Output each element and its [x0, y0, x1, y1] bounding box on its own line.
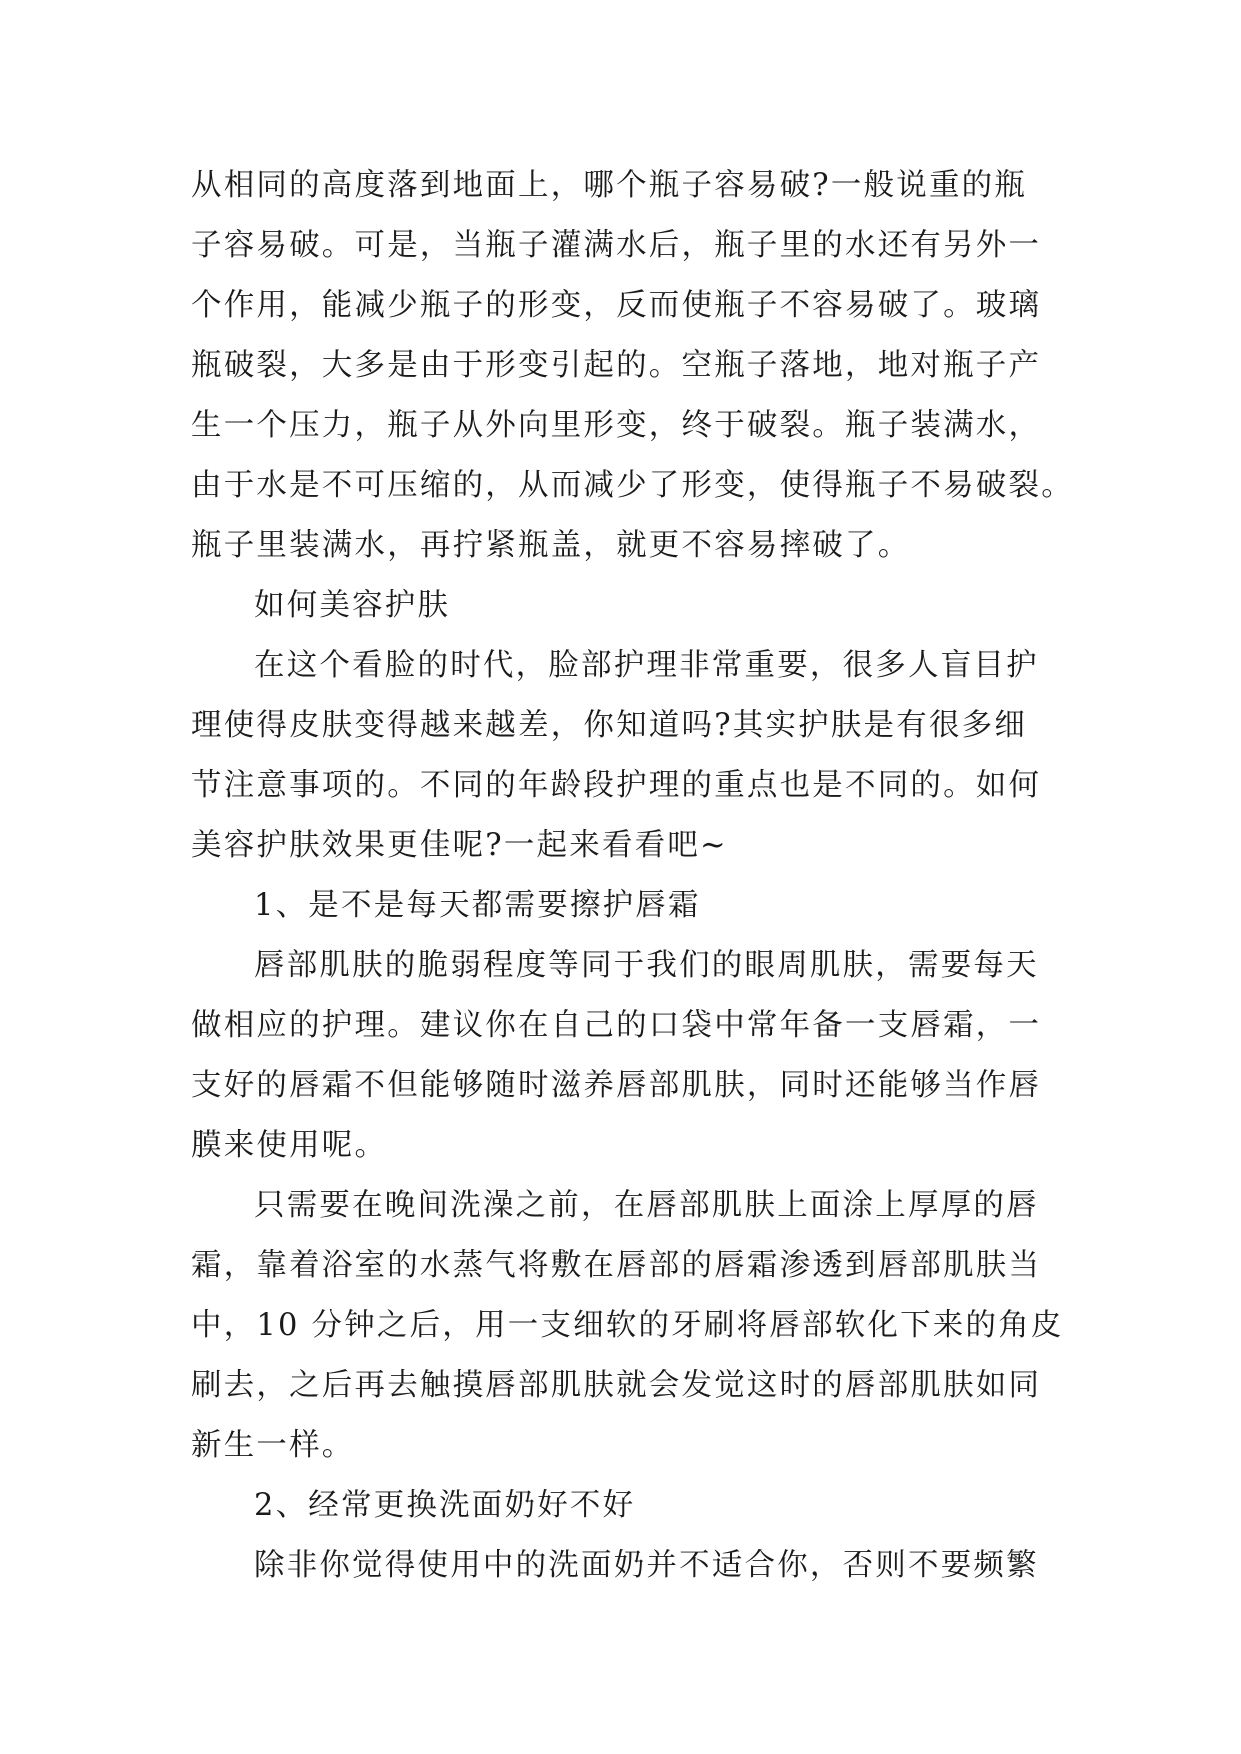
- section-heading: 如何美容护肤: [254, 588, 451, 623]
- text-line: 从相同的高度落到地面上，哪个瓶子容易破?一般说重的瓶: [191, 168, 1028, 203]
- text-line: 瓶子里装满水，再拧紧瓶盖，就更不容易摔破了。: [191, 528, 911, 563]
- text-line: 霜，靠着浴室的水蒸气将敷在唇部的唇霜渗透到唇部肌肤当: [191, 1248, 1042, 1283]
- text-line: 膜来使用呢。: [191, 1128, 388, 1163]
- text-line: 除非你觉得使用中的洗面奶并不适合你，否则不要频繁: [254, 1548, 1039, 1583]
- text-line: 支好的唇霜不但能够随时滋养唇部肌肤，同时还能够当作唇: [191, 1068, 1042, 1103]
- text-line: 在这个看脸的时代，脸部护理非常重要，很多人盲目护: [254, 648, 1039, 683]
- subheading: 2、经常更换洗面奶好不好: [254, 1488, 636, 1523]
- text-line: 新生一样。: [191, 1428, 355, 1463]
- text-line: 刷去，之后再去触摸唇部肌肤就会发觉这时的唇部肌肤如同: [191, 1368, 1042, 1403]
- text-line: 节注意事项的。不同的年龄段护理的重点也是不同的。如何: [191, 768, 1042, 803]
- text-line: 唇部肌肤的脆弱程度等同于我们的眼周肌肤，需要每天: [254, 948, 1039, 983]
- text-line: 只需要在晚间洗澡之前，在唇部肌肤上面涂上厚厚的唇: [254, 1188, 1039, 1223]
- text-line: 由于水是不可压缩的，从而减少了形变，使得瓶子不易破裂。: [191, 468, 1074, 503]
- text-line: 做相应的护理。建议你在自己的口袋中常年备一支唇霜，一: [191, 1008, 1042, 1043]
- text-line: 中，10 分钟之后，用一支细软的牙刷将唇部软化下来的角皮: [191, 1308, 1064, 1343]
- text-line: 美容护肤效果更佳呢?一起来看看吧~: [191, 828, 728, 863]
- text-line: 个作用，能减少瓶子的形变，反而使瓶子不容易破了。玻璃: [191, 288, 1042, 323]
- text-line: 生一个压力，瓶子从外向里形变，终于破裂。瓶子装满水，: [191, 408, 1042, 443]
- subheading: 1、是不是每天都需要擦护唇霜: [254, 888, 701, 923]
- text-line: 子容易破。可是，当瓶子灌满水后，瓶子里的水还有另外一: [191, 228, 1042, 263]
- text-line: 理使得皮肤变得越来越差，你知道吗?其实护肤是有很多细: [191, 708, 1028, 743]
- text-line: 瓶破裂，大多是由于形变引起的。空瓶子落地，地对瓶子产: [191, 348, 1042, 383]
